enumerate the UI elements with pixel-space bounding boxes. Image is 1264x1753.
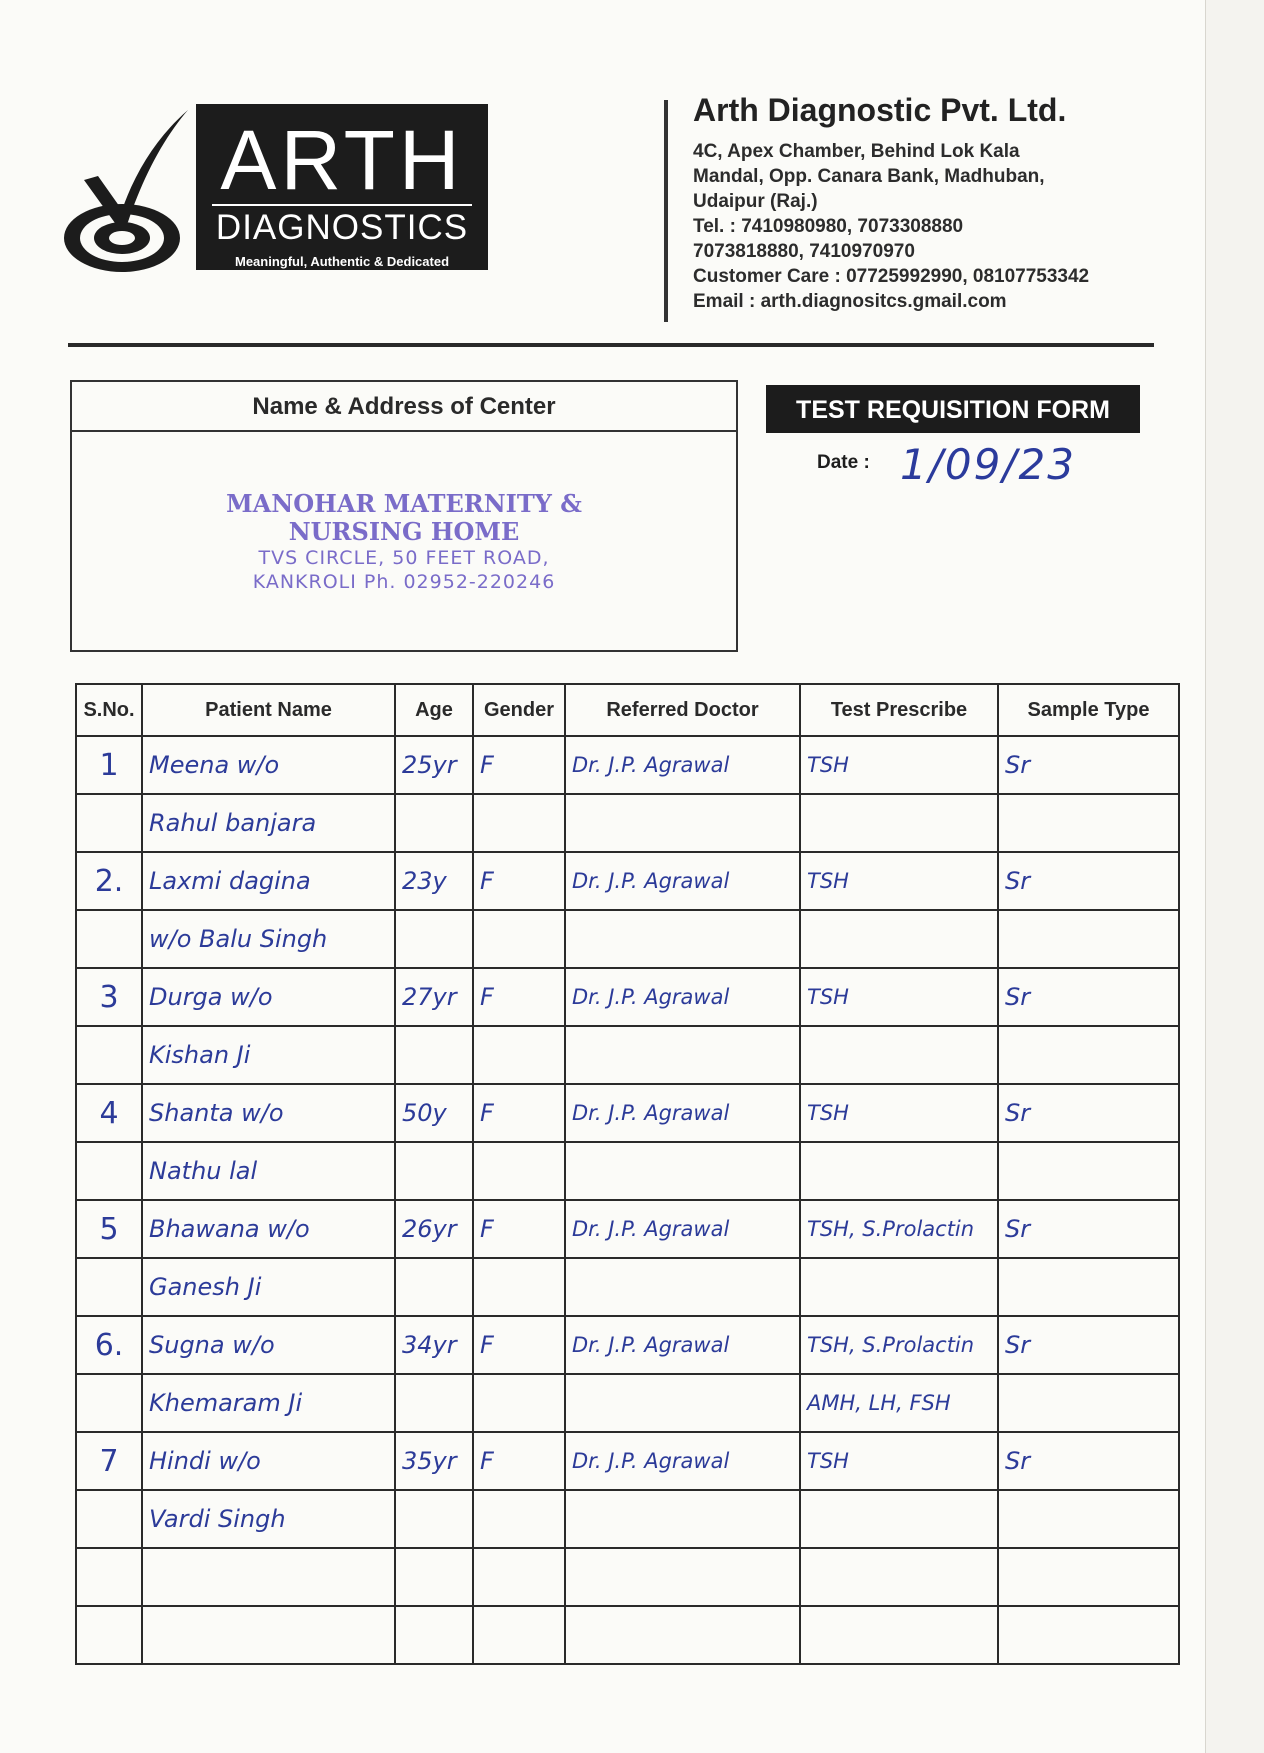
patient-name-cell[interactable]: Khemaram Ji (142, 1374, 395, 1432)
table-row (76, 1490, 1179, 1548)
logo-box (196, 104, 488, 270)
patient-name-cell[interactable]: Laxmi dagina (142, 852, 395, 910)
sample-type-cell[interactable] (998, 1142, 1179, 1200)
table-row (76, 968, 1179, 1026)
age-cell[interactable]: 50y (395, 1084, 473, 1142)
center-stamp (72, 490, 736, 594)
referred-doctor-cell[interactable]: Dr. J.P. Agrawal (565, 1316, 800, 1374)
referred-doctor-cell[interactable]: Dr. J.P. Agrawal (565, 736, 800, 794)
patient-name-cell[interactable]: Ganesh Ji (142, 1258, 395, 1316)
patient-name-cell[interactable]: Rahul banjara (142, 794, 395, 852)
age-cell[interactable] (395, 794, 473, 852)
gender-cell[interactable]: F (473, 1084, 565, 1142)
col-header-gender: Gender (473, 684, 565, 736)
header-divider (664, 100, 668, 322)
sno-cell[interactable]: 6. (76, 1316, 142, 1374)
age-cell[interactable] (395, 1374, 473, 1432)
gender-cell[interactable] (473, 1606, 565, 1664)
patient-name-cell[interactable]: Meena w/o (142, 736, 395, 794)
sno-cell[interactable] (76, 1374, 142, 1432)
sno-cell[interactable] (76, 1026, 142, 1084)
test-prescribe-cell[interactable]: TSH (800, 1432, 998, 1490)
gender-cell[interactable]: F (473, 968, 565, 1026)
sample-type-cell[interactable] (998, 910, 1179, 968)
gender-cell[interactable] (473, 1374, 565, 1432)
test-prescribe-cell[interactable] (800, 1548, 998, 1606)
sno-cell[interactable]: 4 (76, 1084, 142, 1142)
table-header-row (76, 684, 1179, 736)
test-prescribe-cell[interactable]: TSH (800, 1084, 998, 1142)
stamp-line: MANOHAR MATERNITY & (226, 489, 582, 518)
form-title: TEST REQUISITION FORM (766, 385, 1140, 433)
referred-doctor-cell[interactable] (565, 1374, 800, 1432)
table-row (76, 794, 1179, 852)
sno-cell[interactable]: 2. (76, 852, 142, 910)
logo-word: ARTH (220, 113, 464, 207)
sample-type-cell[interactable]: Sr (998, 968, 1179, 1026)
referred-doctor-cell[interactable] (565, 1258, 800, 1316)
company-name: Arth Diagnostic Pvt. Ltd. (693, 92, 1067, 128)
age-cell[interactable]: 34yr (395, 1316, 473, 1374)
sno-cell[interactable]: 7 (76, 1432, 142, 1490)
referred-doctor-cell[interactable]: Dr. J.P. Agrawal (565, 1200, 800, 1258)
company-address-line: Mandal, Opp. Canara Bank, Madhuban, (693, 166, 1045, 187)
date-value[interactable]: 1/09/23 (900, 440, 1076, 489)
age-cell[interactable]: 23y (395, 852, 473, 910)
patient-name-cell[interactable]: Nathu lal (142, 1142, 395, 1200)
table-row (76, 1026, 1179, 1084)
table-row (76, 852, 1179, 910)
logo-tagline: Meaningful, Authentic & Dedicated (234, 254, 450, 269)
col-header-sample-type: Sample Type (998, 684, 1179, 736)
company-address-line: Udaipur (Raj.) (693, 191, 818, 212)
gender-cell[interactable] (473, 1548, 565, 1606)
sample-type-cell[interactable] (998, 794, 1179, 852)
table-row (76, 1084, 1179, 1142)
table-row (76, 1548, 1179, 1606)
sample-type-cell[interactable]: Sr (998, 1432, 1179, 1490)
test-prescribe-cell[interactable]: TSH (800, 736, 998, 794)
sample-type-cell[interactable]: Sr (998, 736, 1179, 794)
sample-type-cell[interactable] (998, 1606, 1179, 1664)
table-row (76, 1316, 1179, 1374)
test-prescribe-cell[interactable]: AMH, LH, FSH (800, 1374, 998, 1432)
gender-cell[interactable] (473, 1142, 565, 1200)
sno-cell[interactable]: 3 (76, 968, 142, 1026)
sno-cell[interactable]: 5 (76, 1200, 142, 1258)
table-row (76, 910, 1179, 968)
referred-doctor-cell[interactable]: Dr. J.P. Agrawal (565, 1432, 800, 1490)
sno-cell[interactable] (76, 1142, 142, 1200)
gender-cell[interactable] (473, 794, 565, 852)
test-prescribe-cell[interactable] (800, 1026, 998, 1084)
gender-cell[interactable] (473, 910, 565, 968)
test-prescribe-cell[interactable] (800, 1142, 998, 1200)
center-heading: Name & Address of Center (72, 382, 736, 432)
sample-type-cell[interactable] (998, 1490, 1179, 1548)
table-row (76, 1374, 1179, 1432)
age-cell[interactable] (395, 1142, 473, 1200)
age-cell[interactable] (395, 1258, 473, 1316)
col-header-referred-doctor: Referred Doctor (565, 684, 800, 736)
table-row (76, 1606, 1179, 1664)
logo-subtitle: DIAGNOSTICS (215, 208, 469, 247)
stamp-line: TVS CIRCLE, 50 FEET ROAD, (258, 547, 550, 569)
company-customer-care: Customer Care : 07725992990, 08107753342 (693, 266, 1090, 287)
referred-doctor-cell[interactable] (565, 910, 800, 968)
test-prescribe-cell[interactable]: TSH, S.Prolactin (800, 1316, 998, 1374)
company-email: Email : arth.diagnositcs.gmail.com (693, 291, 1007, 312)
referred-doctor-cell[interactable]: Dr. J.P. Agrawal (565, 852, 800, 910)
table-row (76, 1432, 1179, 1490)
test-prescribe-cell[interactable]: TSH, S.Prolactin (800, 1200, 998, 1258)
patient-name-cell[interactable]: Sugna w/o (142, 1316, 395, 1374)
date-label: Date : (817, 452, 870, 473)
patient-name-cell[interactable]: Bhawana w/o (142, 1200, 395, 1258)
table-row (76, 1258, 1179, 1316)
patient-table (75, 683, 1178, 1665)
gender-cell[interactable] (473, 1490, 565, 1548)
sno-cell[interactable] (76, 1258, 142, 1316)
table-row (76, 1142, 1179, 1200)
referred-doctor-cell[interactable] (565, 1142, 800, 1200)
patient-name-cell[interactable]: Shanta w/o (142, 1084, 395, 1142)
sample-type-cell[interactable]: Sr (998, 852, 1179, 910)
sample-type-cell[interactable] (998, 1374, 1179, 1432)
sno-cell[interactable] (76, 1548, 142, 1606)
col-header-sno: S.No. (76, 684, 142, 736)
patient-name-cell[interactable]: Hindi w/o (142, 1432, 395, 1490)
gender-cell[interactable]: F (473, 1432, 565, 1490)
table-body (76, 736, 1179, 1664)
center-address-box (70, 380, 738, 652)
patient-name-cell[interactable]: Kishan Ji (142, 1026, 395, 1084)
gender-cell[interactable]: F (473, 1316, 565, 1374)
patient-name-cell[interactable] (142, 1606, 395, 1664)
sample-type-cell[interactable] (998, 1258, 1179, 1316)
age-cell[interactable] (395, 1548, 473, 1606)
company-phone: Tel. : 7410980980, 7073308880 (693, 216, 964, 237)
age-cell[interactable] (395, 910, 473, 968)
age-cell[interactable] (395, 1606, 473, 1664)
referred-doctor-cell[interactable] (565, 1490, 800, 1548)
company-address-line: 4C, Apex Chamber, Behind Lok Kala (693, 141, 1020, 162)
table-row (76, 736, 1179, 794)
referred-doctor-cell[interactable]: Dr. J.P. Agrawal (565, 1084, 800, 1142)
age-cell[interactable]: 26yr (395, 1200, 473, 1258)
referred-doctor-cell[interactable] (565, 1548, 800, 1606)
col-header-patient-name: Patient Name (142, 684, 395, 736)
gender-cell[interactable]: F (473, 852, 565, 910)
gender-cell[interactable] (473, 1258, 565, 1316)
sample-type-cell[interactable]: Sr (998, 1316, 1179, 1374)
patient-name-cell[interactable]: Vardi Singh (142, 1490, 395, 1548)
test-prescribe-cell[interactable] (800, 1258, 998, 1316)
header-rule (68, 343, 1154, 347)
sno-cell[interactable] (76, 1490, 142, 1548)
gender-cell[interactable]: F (473, 736, 565, 794)
test-prescribe-cell[interactable] (800, 1606, 998, 1664)
patient-name-cell[interactable]: Durga w/o (142, 968, 395, 1026)
sno-cell[interactable] (76, 794, 142, 852)
patient-name-cell[interactable]: w/o Balu Singh (142, 910, 395, 968)
table-row (76, 1200, 1179, 1258)
gender-cell[interactable] (473, 1026, 565, 1084)
sample-type-cell[interactable]: Sr (998, 1200, 1179, 1258)
sample-type-cell[interactable] (998, 1548, 1179, 1606)
gender-cell[interactable]: F (473, 1200, 565, 1258)
company-phone: 7073818880, 7410970970 (693, 241, 915, 262)
test-prescribe-cell[interactable] (800, 1490, 998, 1548)
checkmark-target-icon (62, 110, 192, 280)
sno-cell[interactable] (76, 1606, 142, 1664)
referred-doctor-cell[interactable] (565, 1026, 800, 1084)
age-cell[interactable]: 25yr (395, 736, 473, 794)
test-prescribe-cell[interactable]: TSH (800, 968, 998, 1026)
company-info (693, 92, 1173, 314)
sno-cell[interactable] (76, 910, 142, 968)
age-cell[interactable] (395, 1490, 473, 1548)
age-cell[interactable] (395, 1026, 473, 1084)
stamp-line: KANKROLI Ph. 02952-220246 (252, 571, 556, 593)
age-cell[interactable]: 27yr (395, 968, 473, 1026)
referred-doctor-cell[interactable] (565, 794, 800, 852)
test-prescribe-cell[interactable] (800, 794, 998, 852)
stamp-line: NURSING HOME (288, 517, 520, 546)
referred-doctor-cell[interactable] (565, 1606, 800, 1664)
col-header-test-prescribe: Test Prescribe (800, 684, 998, 736)
test-prescribe-cell[interactable]: TSH (800, 852, 998, 910)
patient-name-cell[interactable] (142, 1548, 395, 1606)
col-header-age: Age (395, 684, 473, 736)
referred-doctor-cell[interactable]: Dr. J.P. Agrawal (565, 968, 800, 1026)
test-prescribe-cell[interactable] (800, 910, 998, 968)
sample-type-cell[interactable]: Sr (998, 1084, 1179, 1142)
age-cell[interactable]: 35yr (395, 1432, 473, 1490)
sample-type-cell[interactable] (998, 1026, 1179, 1084)
sno-cell[interactable]: 1 (76, 736, 142, 794)
